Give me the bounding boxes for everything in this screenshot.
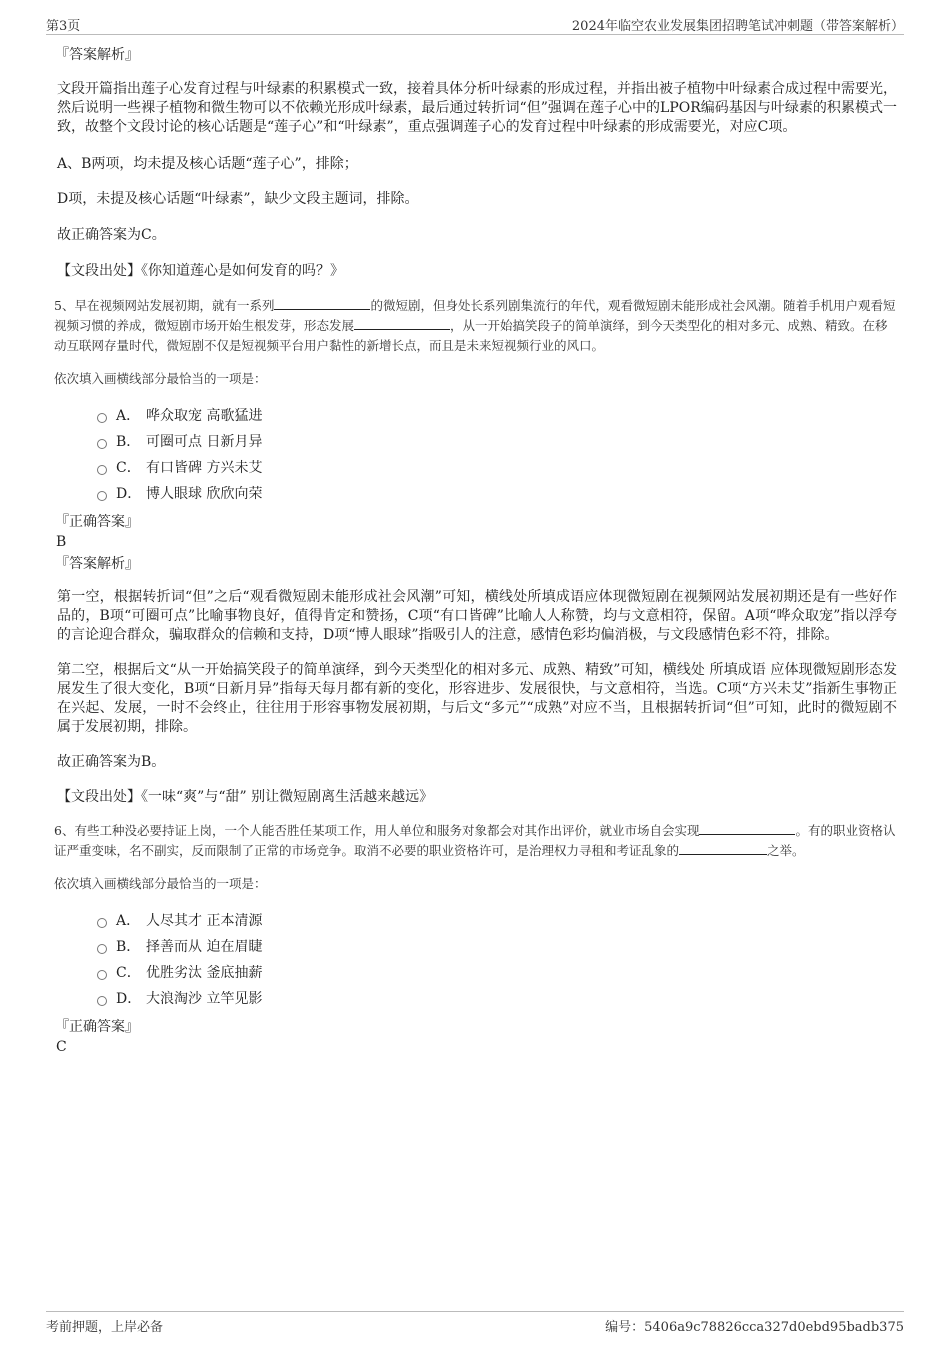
radio-icon[interactable] [97,491,107,501]
analysis-paragraph: D项，未提及核心话题“叶绿素”，缺少文段主题词，排除。 [57,191,419,207]
radio-icon[interactable] [97,970,107,980]
page-number: 第3页 [46,19,81,34]
fill-blank [679,842,767,855]
question-prompt: 依次填入画横线部分最恰当的一项是： [54,371,267,386]
fill-blank [354,317,450,330]
page-footer [46,1311,904,1336]
option-b[interactable]: B． 择善而从 迫在眉睫 [97,934,897,960]
option-list [57,403,897,507]
stem-text: 。有的职业资格认证严重变味，名不副实，反而限制了正常的市场竞争。取消不必要的职业资格许可，是治理权力寻租和考证乱象的 [54,823,896,858]
footer-slogan: 考前押题，上岸必备 [46,1320,164,1335]
page-header [46,12,904,35]
analysis-label: 『答案解析』 [55,47,139,63]
fill-blank [699,822,795,835]
source-note: 【文段出处】《你知道莲心是如何发育的吗？》 [57,263,344,279]
question-prompt: 依次填入画横线部分最恰当的一项是： [54,876,267,891]
stem-text: 之举。 [767,843,805,858]
option-a[interactable]: A． 哗众取宠 高歌猛进 [97,403,897,429]
radio-icon[interactable] [97,465,107,475]
analysis-paragraph: 第二空，根据后文“从一开始搞笑段子的简单演绎，到今天类型化的相对多元、成熟、精致”可知，横线处 所填成语 应体现微短剧形态发展发生了很大变化，B项“日新月异”指每天每月都有新的变化，形容进步、发展很快，与文意相符，当选。C项“方兴未艾”指新生事物正在兴起、发展，一时不会终止，往往用于形容事物发展初期，与后文“多元”“成熟”对应不当，且根据转折词“但”可知，此时的微短剧不属于发展初期，排除。 [57,662,897,735]
analysis-label: 『答案解析』 [55,556,139,572]
correct-answer: B [56,534,67,550]
stem-text: ，从一开始搞笑段子的简单演绎，到今天类型化的相对多元、成熟、精致。在移动互联网存量时代，微短剧不仅是短视频平台用户黏性的新增长点，而且是未来短视频行业的风口。 [54,318,888,353]
document-id: 编号：5406a9c78826cca327d0ebd95badb375 [605,1320,904,1335]
radio-icon[interactable] [97,413,107,423]
option-d[interactable]: D． 博人眼球 欣欣向荣 [97,481,897,507]
radio-icon[interactable] [97,439,107,449]
analysis-paragraph: 文段开篇指出莲子心发育过程与叶绿素的积累模式一致，接着具体分析叶绿素的形成过程，并指出被子植物中叶绿素合成过程中需要光，然后说明一些裸子植物和微生物可以不依赖光形成叶绿素，最后通过转折词“但”强调在莲子心中的LPOR编码基因与叶绿素的积累模式一致，故整个文段讨论的核心话题是“莲子心”和“叶绿素”，重点强调莲子心的发育过程中叶绿素的形成需要光，对应C项。 [57,81,897,135]
stem-text: 6、有些工种没必要持证上岗，一个人能否胜任某项工作，用人单位和服务对象都会对其作出评价，就业市场自会实现 [54,823,700,838]
option-d[interactable]: D． 大浪淘沙 立竿见影 [97,986,897,1012]
stem-text: 的微短剧，但身处长系列剧集流行的年代，观看微短剧未能形成社会风潮。随着手机用户观看短视频习惯的养成，微短剧市场开始生根发芽，形态发展 [54,298,896,333]
fill-blank [274,297,370,310]
radio-icon[interactable] [97,944,107,954]
question-stem [54,821,897,861]
option-b[interactable]: B． 可圈可点 日新月异 [97,429,897,455]
radio-icon[interactable] [97,918,107,928]
option-a[interactable]: A． 人尽其才 正本清源 [97,908,897,934]
option-c[interactable]: C． 有口皆碑 方兴未艾 [97,455,897,481]
analysis-paragraph: A、B两项，均未提及核心话题“莲子心”，排除； [57,156,358,172]
analysis-paragraph: 第一空，根据转折词“但”之后“观看微短剧未能形成社会风潮”可知，横线处所填成语应体现微短剧在视频网站发展初期还是有一些好作品的，B项“可圈可点”比喻事物良好，值得肯定和赞扬，C项“有口皆碑”比喻人人称赞，均与文意相符，保留。A项“哗众取宠”指以浮夸的言论迎合群众，骗取群众的信赖和支持，D项“博人眼球”指吸引人的注意，感情色彩均偏消极，与文段感情色彩不符，排除。 [57,589,897,643]
answer-label: 『正确答案』 [55,1019,139,1035]
correct-answer: C [56,1039,67,1055]
stem-text: 5、早在视频网站发展初期，就有一系列 [54,298,275,313]
option-list [57,908,897,1012]
page-content [54,46,897,1056]
answer-label: 『正确答案』 [55,514,139,530]
document-title: 2024年临空农业发展集团招聘笔试冲刺题（带答案解析） [571,19,904,34]
analysis-paragraph: 故正确答案为C。 [57,227,166,243]
radio-icon[interactable] [97,996,107,1006]
question-stem [54,296,897,356]
option-c[interactable]: C． 优胜劣汰 釜底抽薪 [97,960,897,986]
analysis-paragraph: 故正确答案为B。 [57,754,166,770]
source-note: 【文段出处】《一味“爽”与“甜” 别让微短剧离生活越来越远》 [57,789,434,805]
